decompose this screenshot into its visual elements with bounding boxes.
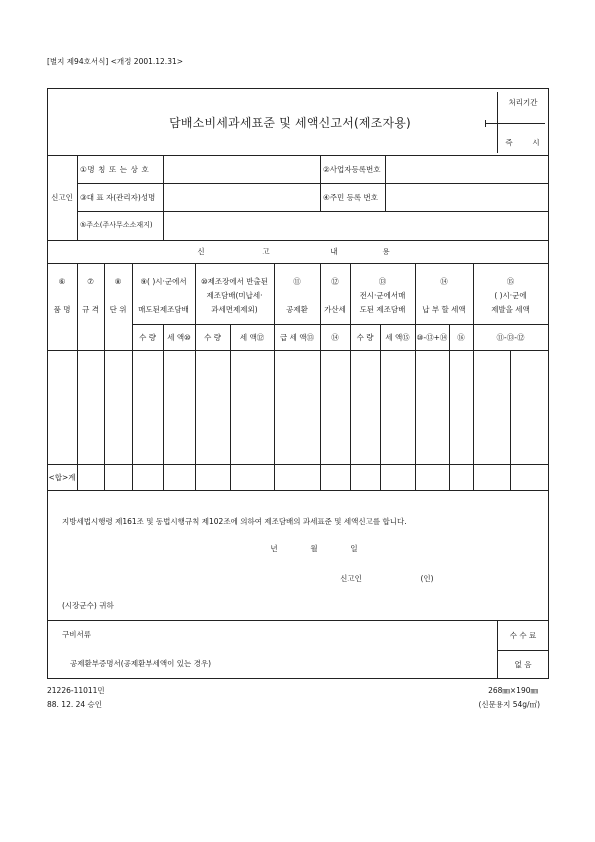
- subheader-cell: ⑯: [457, 332, 465, 342]
- seal-label: (인): [420, 573, 434, 583]
- header-number: ⑦: [87, 277, 94, 286]
- grid-line-v: [510, 350, 511, 490]
- header-label: 도된 제조담배: [359, 305, 406, 314]
- applicant-label: 신고인: [51, 193, 73, 202]
- processing-period-value: 즉: [505, 137, 513, 147]
- header-label: 과세면제제외): [211, 305, 258, 314]
- header-number: ⑧: [114, 277, 122, 286]
- header-label: 전시·군에서매: [359, 291, 406, 300]
- header-tax-payable: [415, 277, 473, 314]
- header-previous-city-sold: [350, 277, 415, 314]
- addressee: (시장군수) 귀하: [62, 600, 114, 610]
- header-label: 품 명: [53, 305, 71, 314]
- header-label: 단 위: [109, 305, 127, 314]
- header-factory-shipped: [195, 277, 274, 314]
- grid-line-v: [385, 155, 386, 211]
- resident-no-label: ④주민 등록 번호: [323, 192, 378, 202]
- header-label: 가산세: [324, 305, 346, 314]
- subheader-cell: 급 세 액⑬: [279, 332, 314, 342]
- required-document-item: 공제환부증명서(공제환부세액이 있는 경우): [70, 658, 212, 668]
- date-month-label: 월: [310, 543, 318, 553]
- header-item-name: [47, 277, 77, 314]
- report-section-title: 고: [262, 247, 270, 256]
- header-label: 매도된제조담배: [138, 305, 189, 314]
- grid-line-h: [47, 240, 549, 241]
- subheader-cell: 세 액⑫: [239, 332, 265, 342]
- grid-line-h: [47, 490, 549, 491]
- company-name-label: ①명 칭 또 는 상 호: [80, 164, 150, 174]
- header-number: ⑮: [506, 277, 515, 286]
- header-number: ⑭: [440, 277, 448, 286]
- form-code: [별지 제94호서식] <개정 2001.12.31>: [47, 56, 184, 66]
- header-spec: [77, 277, 104, 314]
- date-day-label: 일: [350, 543, 358, 553]
- subheader-cell: 수 량: [204, 332, 221, 342]
- header-label: 제발을 세액: [491, 305, 530, 314]
- processing-period-label: 처리기간: [508, 97, 538, 107]
- declaration-statement: 지방세법시행령 제161조 및 동법시행규칙 제102조에 의하여 제조담배의 과세표준 및 세액신고를 합니다.: [62, 516, 407, 526]
- fee-label: 수 수 료: [509, 630, 537, 640]
- subheader-cell: 수 량: [139, 332, 156, 342]
- subheader-cell: 세 액⑮: [385, 332, 410, 342]
- representative-label: ③대 표 자(관리자)성명: [80, 192, 156, 202]
- reporter-label: 신고인: [340, 573, 362, 583]
- header-label: 규 격: [82, 305, 99, 314]
- header-number: ⑥: [58, 277, 66, 286]
- header-additional-tax: [320, 277, 350, 314]
- subheader-cell: 수 량: [356, 332, 374, 342]
- address-label: ⑤주소(주사무소소재지): [80, 221, 153, 229]
- header-label: ⑩제조장에서 반출된: [200, 277, 269, 286]
- header-label: 공제환: [286, 305, 308, 314]
- processing-divider: [485, 123, 545, 124]
- header-number: ⑪: [293, 277, 301, 286]
- header-deduction-refund: [274, 277, 320, 314]
- header-label: ⑨( )시·군에서: [140, 277, 187, 286]
- header-city-tax: [473, 277, 548, 314]
- report-section-title: 내: [330, 247, 338, 256]
- header-number: ⑬: [378, 277, 387, 286]
- subheader-cell: ⑩-⑬+⑭: [416, 332, 448, 342]
- header-city-sold: [132, 277, 195, 314]
- form-number: 21226-11011민: [47, 685, 105, 695]
- subheader-cell: ⑭: [331, 332, 339, 342]
- header-label: 납 부 할 세액: [422, 305, 466, 314]
- approval-date: 88. 12. 24 승인: [47, 699, 103, 709]
- form-title: 담배소비세과세표준 및 세액신고서(제조자용): [169, 116, 411, 130]
- header-label: 제조담배(미납세·: [206, 291, 263, 300]
- subheader-cell: ⑪-⑬-⑫: [496, 332, 525, 342]
- grid-line-h: [47, 620, 549, 621]
- header-unit: [104, 277, 132, 314]
- report-section-title: 신: [197, 247, 205, 256]
- report-section-title: 용: [382, 247, 390, 256]
- required-documents-label: 구비서류: [62, 629, 91, 639]
- processing-period-value: 시: [532, 137, 540, 147]
- header-label: ( )시·군에: [494, 291, 527, 300]
- date-year-label: 년: [270, 543, 278, 553]
- grid-line-v: [163, 155, 164, 240]
- business-no-label: ②사업자등록번호: [323, 164, 381, 174]
- paper-size: 268㎜×190㎜: [488, 685, 538, 695]
- processing-divider-tick: [485, 120, 486, 127]
- total-row-label: <합>계: [48, 472, 76, 482]
- fee-value: 없 음: [514, 659, 532, 669]
- subheader-cell: 세 액⑩: [167, 332, 191, 342]
- paper-type: (신문용지 54g/㎡): [478, 699, 540, 709]
- header-number: ⑫: [331, 277, 339, 286]
